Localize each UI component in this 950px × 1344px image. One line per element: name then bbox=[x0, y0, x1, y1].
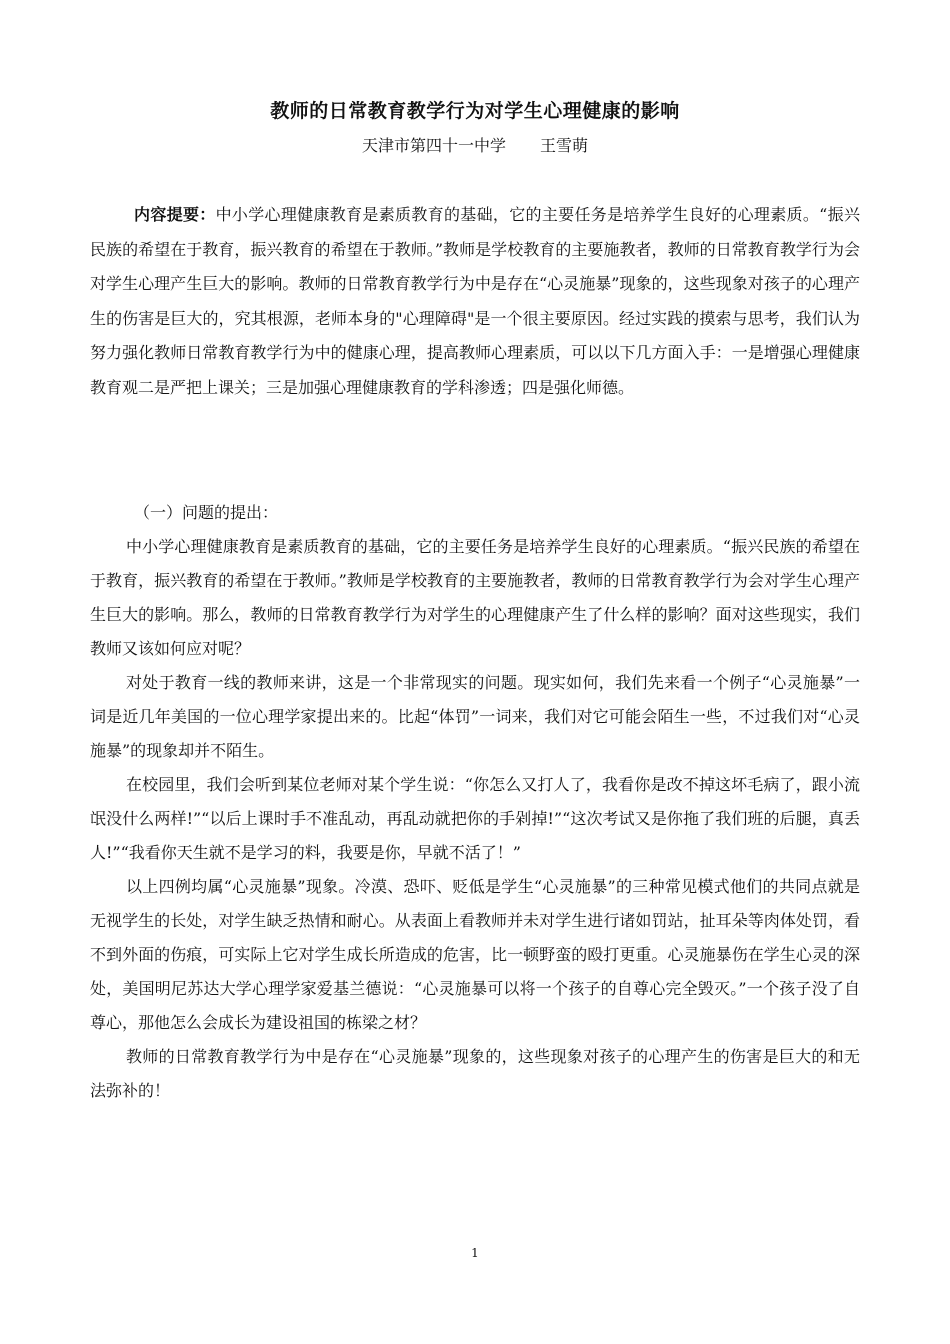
page-number: 1 bbox=[471, 1246, 479, 1260]
body-paragraph: 对处于教育一线的教师来讲，这是一个非常现实的问题。现实如何，我们先来看一个例子“心灵施暴”一词是近几年美国的一位心理学家提出来的。比起“体罚”一词来，我们对它可能会陌生一些，不过我们对“心灵施暴”的现象却并不陌生。 bbox=[90, 673, 860, 760]
school-name: 天津市第四十一中学 bbox=[361, 136, 506, 155]
document-body bbox=[90, 496, 860, 1108]
body-paragraph: 教师的日常教育教学行为中是存在“心灵施暴”现象的，这些现象对孩子的心理产生的伤害是巨大的和无法弥补的！ bbox=[90, 1047, 860, 1100]
body-paragraph: 在校园里，我们会听到某位老师对某个学生说：“你怎么又打人了，我看你是改不掉这坏毛病了，跟小流氓没什么两样!”“以后上课时手不准乱动，再乱动就把你的手剁掉!”“这次考试又是你拖了我们班的后腿，真丢人!”“我看你天生就不是学习的料，我要是你，早就不活了！” bbox=[90, 775, 860, 862]
document-title: 教师的日常教育教学行为对学生心理健康的影响 bbox=[270, 100, 680, 122]
body-paragraph: 中小学心理健康教育是素质教育的基础，它的主要任务是培养学生良好的心理素质。“振兴民族的希望在于教育，振兴教育的希望在于教师。”教师是学校教育的主要施教者，教师的日常教育教学行为会对学生心理产生巨大的影响。那么，教师的日常教育教学行为对学生的心理健康产生了什么样的影响？面对这些现实，我们教师又该如何应对呢？ bbox=[90, 537, 860, 658]
abstract-text: 中小学心理健康教育是素质教育的基础，它的主要任务是培养学生良好的心理素质。“振兴民族的希望在于教育，振兴教育的希望在于教师。”教师是学校教育的主要施教者，教师的日常教育教学行为会对学生心理产生巨大的影响。教师的日常教育教学行为中是存在“心灵施暴”现象的，这些现象对孩子的心理产生的伤害是巨大的，究其根源，老师本身的"心理障碍"是一个很主要原因。经过实践的摸索与思考，我们认为努力强化教师日常教育教学行为中的健康心理，提高教师心理素质，可以以下几方面入手：一是增强心理健康教育观二是严把上课关；三是加强心理健康教育的学科渗透；四是强化师德。 bbox=[90, 205, 860, 397]
section-heading: （一）问题的提出： bbox=[134, 503, 279, 522]
abstract-label: 内容提要： bbox=[134, 205, 216, 224]
author-name: 王雪萌 bbox=[540, 136, 589, 155]
body-paragraph: 以上四例均属“心灵施暴”现象。冷漠、恐吓、贬低是学生“心灵施暴”的三种常见模式他们的共同点就是无视学生的长处，对学生缺乏热情和耐心。从表面上看教师并未对学生进行诸如罚站，扯耳朵等肉体处罚，看不到外面的伤痕，可实际上它对学生成长所造成的危害，比一顿野蛮的殴打更重。心灵施暴伤在学生心灵的深处，美国明尼苏达大学心理学家爱基兰德说：“心灵施暴可以将一个孩子的自尊心完全毁灭。”一个孩子没了自尊心，那他怎么会成长为建设祖国的栋梁之材？ bbox=[90, 877, 860, 1032]
abstract bbox=[90, 198, 860, 405]
byline bbox=[90, 133, 860, 156]
